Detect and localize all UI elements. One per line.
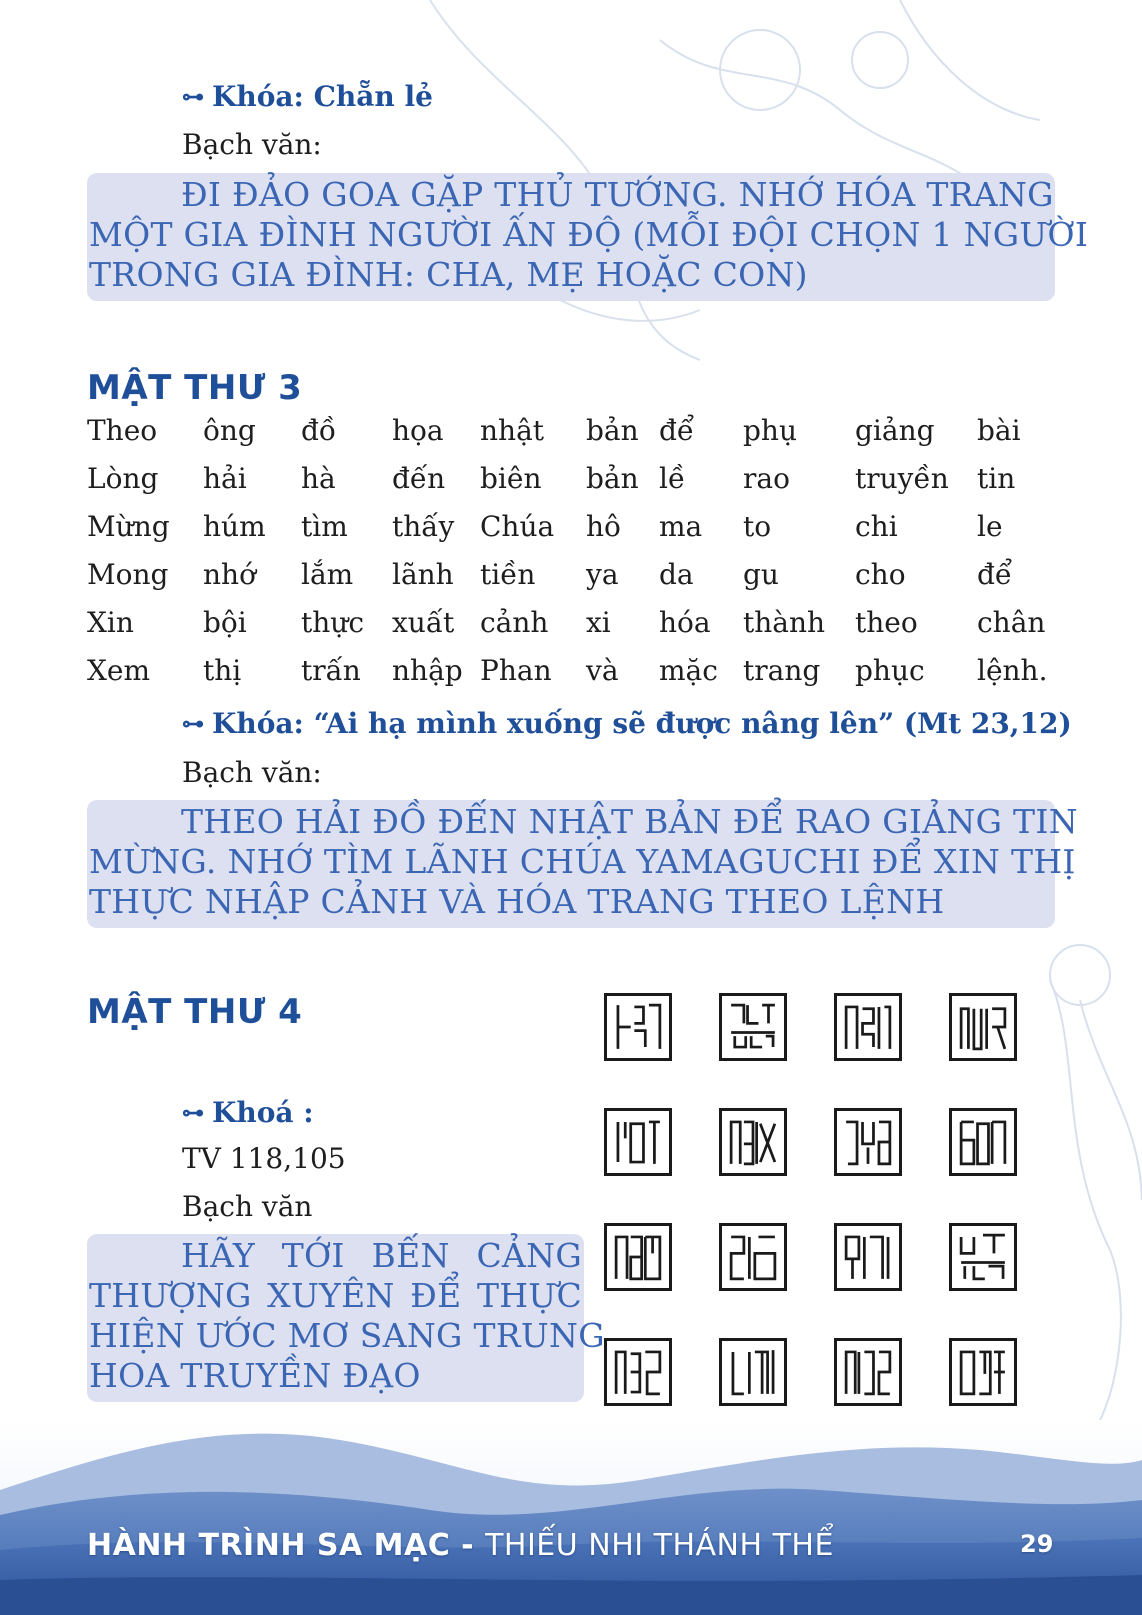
section-heading: MẬT THƯ 4 (87, 992, 303, 1032)
key-icon: ⊶ (182, 711, 204, 737)
grid-cell: gu (743, 558, 779, 591)
grid-cell: đến (392, 462, 446, 495)
grid-cell: hải (203, 462, 247, 495)
seal-icon-15 (834, 1338, 902, 1406)
footer-title-sub: THIẾU NHI THÁNH THỂ (485, 1528, 834, 1563)
page-number: 29 (1020, 1530, 1054, 1558)
seal-icon-2 (719, 993, 787, 1061)
grid-cell: phục (855, 654, 925, 687)
grid-cell: truyền (855, 462, 949, 495)
grid-cell: hóa (659, 606, 711, 639)
key-label: Khóa: Chẵn lẻ (212, 80, 433, 113)
grid-cell: tìm (301, 510, 348, 543)
grid-cell: và (586, 654, 619, 687)
seal-icon-5 (604, 1108, 672, 1176)
seal-icon-12 (949, 1223, 1017, 1291)
grid-cell: giảng (855, 414, 935, 447)
plain-text-label: Bạch văn: (182, 756, 322, 789)
grid-cell: thị (203, 654, 242, 687)
key-line (182, 80, 433, 113)
grid-cell: để (659, 414, 695, 447)
seal-icon-3 (834, 993, 902, 1061)
grid-cell: rao (743, 462, 790, 495)
grid-cell: lãnh (392, 558, 454, 591)
grid-cell: nhật (480, 414, 545, 447)
grid-cell: bản (586, 462, 639, 495)
grid-cell: họa (392, 414, 444, 447)
grid-cell: xuất (392, 606, 455, 639)
grid-cell: ya (586, 558, 619, 591)
key-icon: ⊶ (182, 84, 204, 110)
footer-title (87, 1528, 834, 1563)
key-value: TV 118,105 (182, 1142, 346, 1175)
grid-cell: thành (743, 606, 826, 639)
grid-cell: lắm (301, 558, 354, 591)
answer-line: HIỆN ƯỚC MƠ SANG TRUNG (89, 1316, 605, 1355)
grid-cell: Phan (480, 654, 552, 687)
seal-icon-11 (834, 1223, 902, 1291)
grid-cell: Lòng (87, 462, 159, 495)
answer-line: TRONG GIA ĐÌNH: CHA, MẸ HOẶC CON) (89, 255, 808, 294)
grid-cell: Chúa (480, 510, 555, 543)
grid-cell: ma (659, 510, 703, 543)
seal-icon-4 (949, 993, 1017, 1061)
plain-text-label: Bạch văn (182, 1190, 313, 1223)
answer-line: THƯỢNG XUYÊN ĐỂ THỰC (89, 1276, 582, 1315)
grid-cell: chi (855, 510, 898, 543)
seal-icon-14 (719, 1338, 787, 1406)
seal-icon-6 (719, 1108, 787, 1176)
grid-cell: lề (659, 462, 686, 495)
section-heading: MẬT THƯ 3 (87, 368, 303, 408)
grid-cell: le (977, 510, 1003, 543)
answer-line: THỰC NHẬP CẢNH VÀ HÓA TRANG THEO LỆNH (89, 882, 945, 921)
grid-cell: trấn (301, 654, 361, 687)
answer-line: THEO HẢI ĐỒ ĐẾN NHẬT BẢN ĐỂ RAO GIẢNG TIN (181, 802, 1078, 841)
footer-band (0, 1420, 1142, 1615)
grid-cell: nhớ (203, 558, 256, 591)
grid-cell: Theo (87, 414, 158, 447)
grid-cell: theo (855, 606, 918, 639)
grid-cell: lệnh. (977, 654, 1048, 687)
grid-cell: bản (586, 414, 639, 447)
seal-icon-1 (604, 993, 672, 1061)
grid-cell: hà (301, 462, 336, 495)
grid-cell: biên (480, 462, 542, 495)
grid-cell: chân (977, 606, 1046, 639)
seal-icon-13 (604, 1338, 672, 1406)
grid-cell: thấy (392, 510, 455, 543)
grid-cell: tin (977, 462, 1016, 495)
grid-cell: bội (203, 606, 247, 639)
seal-grid (604, 993, 1024, 1413)
answer-line: HOA TRUYỀN ĐẠO (89, 1356, 421, 1395)
grid-cell: thực (301, 606, 364, 639)
grid-cell: Xem (87, 654, 151, 687)
grid-cell: da (659, 558, 694, 591)
grid-cell: trang (743, 654, 821, 687)
key-line (182, 1096, 314, 1129)
footer-title-main: HÀNH TRÌNH SA MẠC - (87, 1528, 486, 1563)
grid-cell: húm (203, 510, 266, 543)
desert-dunes-image (0, 1420, 1142, 1615)
grid-cell: để (977, 558, 1013, 591)
grid-cell: Mong (87, 558, 169, 591)
answer-line: ĐI ĐẢO GOA GẶP THỦ TƯỚNG. NHỚ HÓA TRANG (181, 175, 1054, 214)
grid-cell: to (743, 510, 772, 543)
answer-box (87, 1234, 605, 1402)
answer-box (87, 800, 1078, 928)
grid-cell: Xin (87, 606, 134, 639)
grid-cell: cho (855, 558, 906, 591)
seal-icon-7 (834, 1108, 902, 1176)
grid-cell: hô (586, 510, 621, 543)
answer-line: HÃY TỚI BẾN CẢNG (181, 1236, 582, 1275)
grid-cell: tiền (480, 558, 536, 591)
grid-cell: xi (586, 606, 611, 639)
answer-box (87, 173, 1089, 301)
key-line (182, 707, 1072, 740)
grid-cell: phụ (743, 414, 797, 447)
seal-icon-10 (719, 1223, 787, 1291)
grid-cell: nhập (392, 654, 463, 687)
grid-cell: mặc (659, 654, 718, 687)
seal-icon-8 (949, 1108, 1017, 1176)
key-icon: ⊶ (182, 1100, 204, 1126)
plain-text-label: Bạch văn: (182, 128, 322, 161)
key-label: Khóa: “Ai hạ mình xuống sẽ được nâng lên” (Mt 23,12) (212, 707, 1072, 740)
seal-icon-16 (949, 1338, 1017, 1406)
answer-line: MỪNG. NHỚ TÌM LÃNH CHÚA YAMAGUCHI ĐỂ XIN THỊ (89, 842, 1076, 881)
answer-line: MỘT GIA ĐÌNH NGƯỜI ẤN ĐỘ (MỖI ĐỘI CHỌN 1 NGƯỜI (89, 215, 1089, 254)
grid-cell: bài (977, 414, 1021, 447)
grid-cell: đồ (301, 414, 337, 447)
grid-cell: Mừng (87, 510, 170, 543)
key-label: Khoá : (212, 1096, 314, 1129)
grid-cell: cảnh (480, 606, 549, 639)
seal-icon-9 (604, 1223, 672, 1291)
grid-cell: ông (203, 414, 256, 447)
